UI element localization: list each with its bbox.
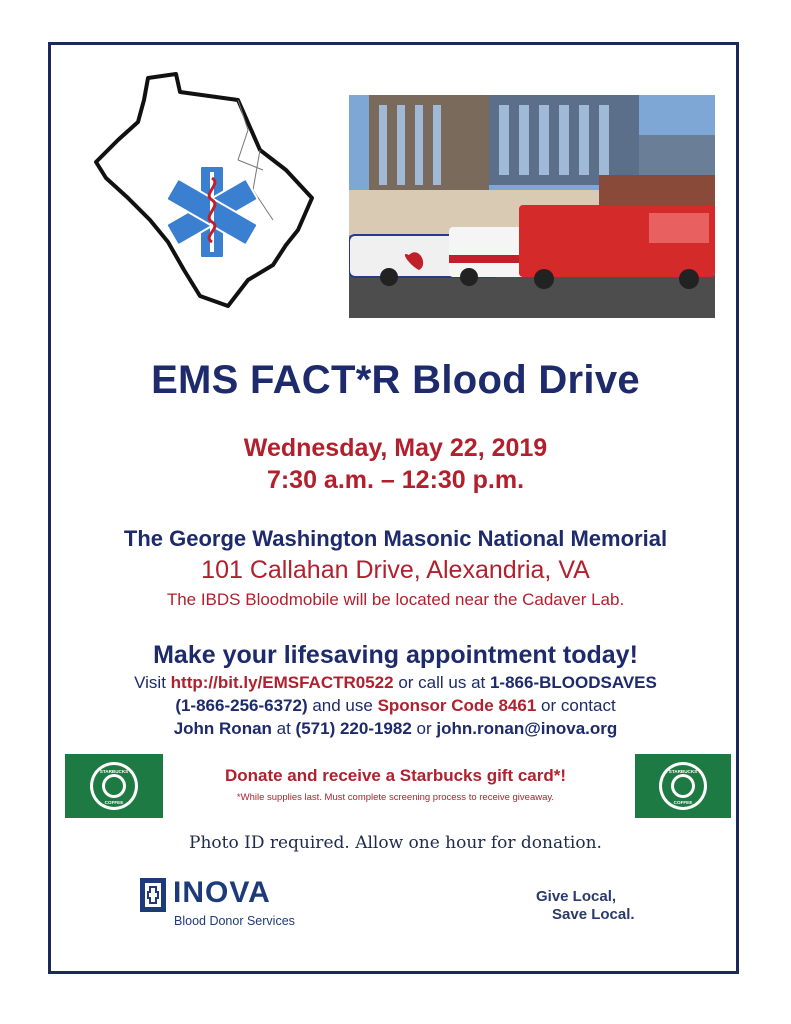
starbucks-top-text: STARBUCKS	[99, 769, 129, 774]
starbucks-logo-right	[635, 754, 731, 818]
sponsor-code: Sponsor Code 8461	[377, 696, 537, 715]
giveaway-headline: Donate and receive a Starbucks gift card*!	[224, 766, 567, 785]
starbucks-bottom-text: COFFEE	[673, 800, 693, 805]
phone-word: 1-866-BLOODSAVES	[489, 673, 657, 692]
at-text: at	[271, 719, 296, 738]
contact-info	[0, 671, 791, 740]
event-time: 7:30 a.m. – 12:30 p.m.	[266, 466, 525, 494]
starbucks-top-text: STARBUCKS	[668, 769, 698, 774]
slogan-line2: Save Local.	[552, 906, 635, 923]
starbucks-logo-icon	[635, 754, 731, 818]
venue-address: 101 Callahan Drive, Alexandria, VA	[201, 556, 590, 584]
inova-logo-text: INOVA	[173, 876, 271, 909]
page-title: EMS FACT*R Blood Drive	[151, 358, 640, 402]
photo-id-notice: Photo ID required. Allow one hour for donation.	[189, 833, 602, 853]
building-ambulance-photo	[349, 95, 715, 318]
event-date: Wednesday, May 22, 2019	[243, 434, 548, 462]
inova-cross-icon	[140, 878, 166, 912]
bloodmobile-note: The IBDS Bloodmobile will be located near the Cadaver Lab.	[166, 590, 625, 609]
appointment-heading: Make your lifesaving appointment today!	[153, 641, 638, 669]
contact-email[interactable]: john.ronan@inova.org	[436, 719, 618, 738]
signup-link[interactable]: http://bit.ly/EMSFACTR0522	[170, 673, 394, 692]
event-date-time	[0, 432, 791, 496]
or-text: or	[411, 719, 437, 738]
contact-name: John Ronan	[173, 719, 272, 738]
visit-text: Visit	[134, 673, 171, 692]
slogan	[536, 888, 666, 924]
phone-number: (1-866-256-6372)	[175, 696, 308, 715]
giveaway-fineprint: *While supplies last. Must complete screening process to receive giveaway.	[236, 792, 555, 803]
starbucks-logo-left	[65, 754, 163, 818]
county-map-star-of-life-icon	[88, 70, 320, 310]
contact-phone: (571) 220-1982	[295, 719, 412, 738]
starbucks-bottom-text: COFFEE	[104, 800, 124, 805]
call-text: or call us at	[393, 673, 490, 692]
slogan-line1: Give Local,	[536, 888, 617, 905]
use-text: and use	[307, 696, 378, 715]
starbucks-logo-icon	[65, 754, 163, 818]
inova-subtitle: Blood Donor Services	[174, 914, 295, 928]
venue-name: The George Washington Masonic National Memorial	[123, 526, 668, 551]
or-contact-text: or contact	[536, 696, 616, 715]
